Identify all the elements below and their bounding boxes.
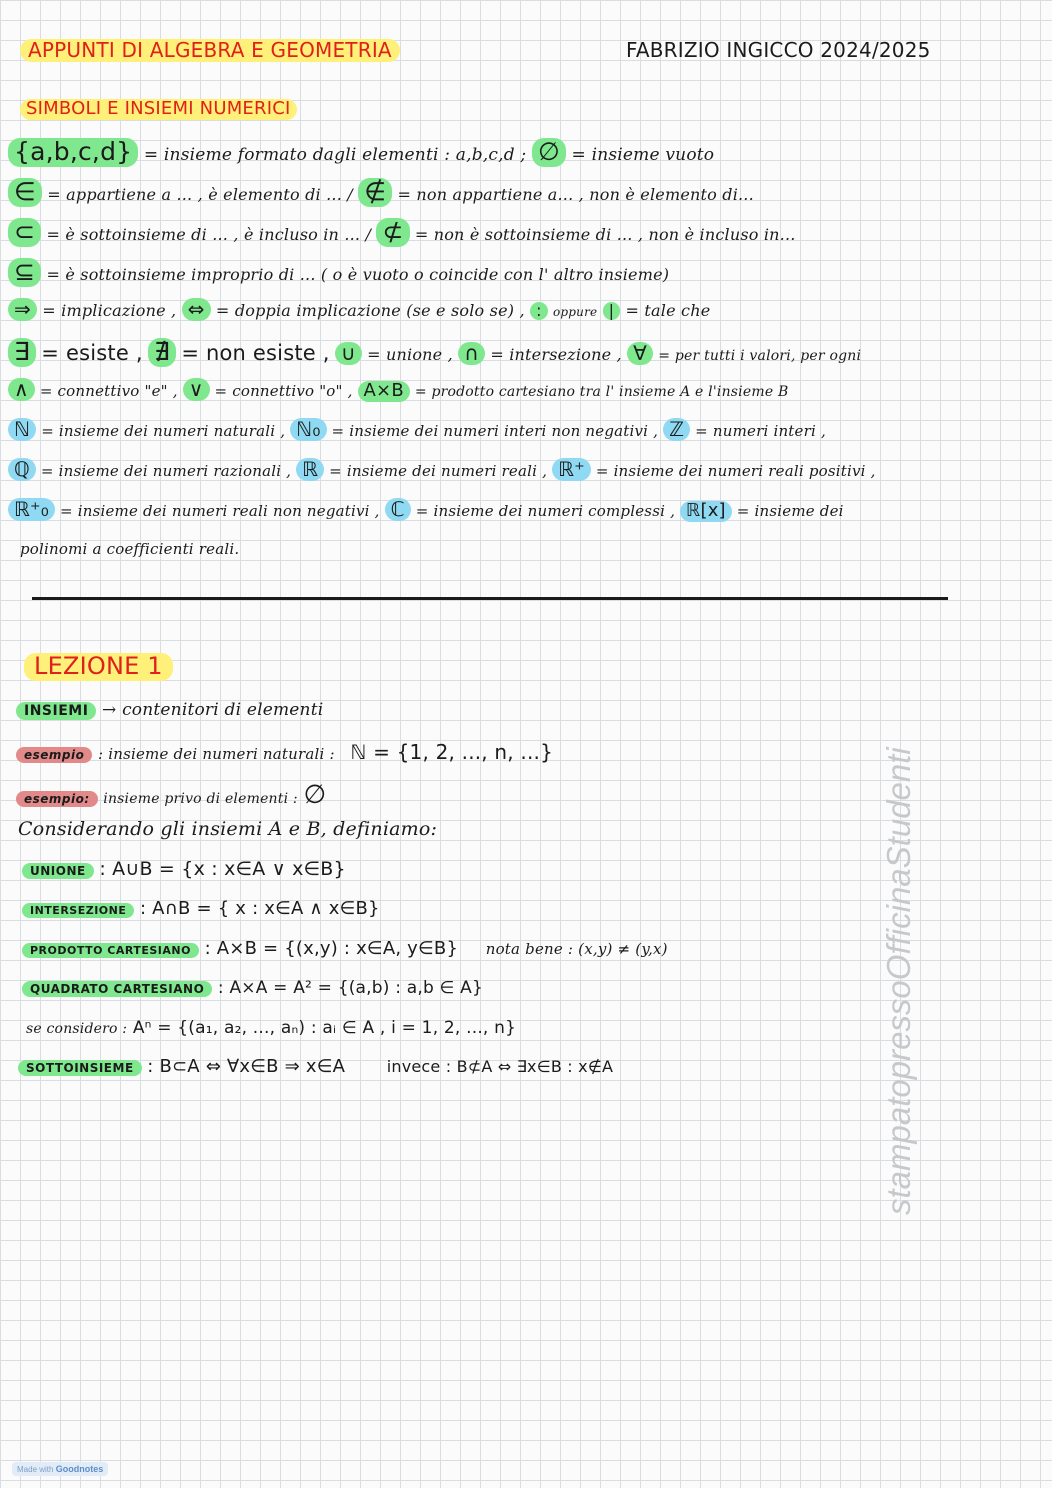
symbol-line-5 (8, 298, 710, 321)
definition-text: = esiste , (41, 341, 143, 365)
subset-equal-symbol: ⊆ (8, 258, 41, 287)
watermark-text: stampatopressoOfficinaStudenti (880, 747, 917, 1215)
example-tag: esempio (16, 747, 92, 763)
symbol-line-8 (8, 418, 826, 441)
definition-text: = insieme dei numeri reali , (329, 462, 548, 480)
definition-text: = connettivo "o" , (214, 382, 353, 400)
rationals-symbol: ℚ (8, 458, 36, 481)
symbol-line-7 (8, 378, 788, 402)
definition-text: = insieme dei numeri naturali , (41, 422, 286, 440)
definition-text: = unione , (367, 345, 453, 364)
intersezione-tag: INTERSEZIONE (22, 903, 134, 918)
definition-text: se considero : (26, 1021, 128, 1037)
considero-line (26, 1018, 516, 1038)
subset-symbol: ⊂ (8, 218, 41, 247)
badge-prefix: Made with (17, 1465, 54, 1474)
and-symbol: ∧ (8, 378, 35, 401)
symbol-line-9 (8, 458, 876, 481)
definition-text: → contenitori di elementi (102, 700, 324, 720)
lesson-title-line (24, 652, 173, 681)
symbol-line-6 (8, 338, 861, 367)
intersezione-line (22, 898, 380, 919)
definition-text: = insieme formato dagli elementi : a,b,c,d ; (143, 145, 527, 165)
definition-text: oppure (552, 305, 598, 319)
document-title: APPUNTI DI ALGEBRA E GEOMETRIA (20, 39, 400, 62)
definition-text: = numeri interi , (695, 422, 826, 440)
sottoinsieme-note: invece : B⊄A ⇔ ∃x∈B : x∉A (386, 1057, 614, 1076)
element-of-symbol: ∈ (8, 178, 42, 207)
insiemi-tag: INSIEMI (16, 702, 96, 720)
nonnegative-integers-symbol: ℕ₀ (290, 418, 326, 441)
section-title-line (20, 98, 297, 120)
example-2-line (16, 780, 326, 810)
definition-text: : insieme dei numeri naturali : (97, 745, 335, 763)
section-divider (32, 597, 948, 600)
naturals-formula: ℕ = {1, 2, ..., n, ...} (350, 740, 554, 764)
quadrato-tag: QUADRATO CARTESIANO (22, 981, 212, 997)
polynomials-symbol: ℝ[x] (680, 501, 732, 522)
definition-text: = per tutti i valori, per ogni (658, 348, 862, 364)
definition-text: = insieme dei numeri complessi , (415, 502, 676, 520)
reals-symbol: ℝ (296, 458, 324, 481)
definition-text: = insieme vuoto (571, 145, 715, 165)
not-subset-symbol: ⊄ (376, 218, 409, 247)
lesson-title: LEZIONE 1 (24, 653, 173, 681)
iff-symbol: ⇔ (182, 298, 211, 321)
section-title: SIMBOLI E INSIEMI NUMERICI (20, 99, 297, 120)
cartesian-product-symbol: A×B (358, 381, 410, 402)
intro-text: Considerando gli insiemi A e B, definiamo: (18, 818, 438, 840)
exists-symbol: ∃ (8, 338, 36, 367)
complex-symbol: ℂ (385, 498, 411, 521)
unione-line (22, 858, 346, 880)
definition-text: = è sottoinsieme di ... , è incluso in ... / (46, 225, 372, 244)
sottoinsieme-tag: SOTTOINSIEME (18, 1060, 142, 1076)
not-exists-symbol: ∄ (148, 338, 176, 367)
goodnotes-badge (12, 1462, 108, 1476)
colon-symbol: : (530, 302, 548, 320)
document-title-line (20, 38, 400, 62)
prodotto-formula: : A×B = {(x,y) : x∈A, y∈B} (204, 938, 459, 959)
considero-formula: Aⁿ = {(a₁, a₂, ..., aₙ) : aᵢ ∈ A , i = 1, 2, ..., n} (132, 1018, 517, 1038)
implies-symbol: ⇒ (8, 298, 37, 321)
intersection-symbol: ∩ (458, 342, 485, 365)
definition-text: = tale che (625, 301, 711, 320)
definition-text: = insieme dei (736, 502, 844, 520)
symbol-line-1 (8, 138, 714, 167)
quadrato-line (22, 978, 483, 998)
definition-text: = appartiene a ... , è elemento di ... / (47, 185, 353, 204)
sottoinsieme-formula: : B⊂A ⇔ ∀x∈B ⇒ x∈A (147, 1056, 346, 1077)
nonnegative-reals-symbol: ℝ⁺₀ (8, 498, 55, 521)
prodotto-tag: PRODOTTO CARTESIANO (22, 943, 199, 958)
definition-text: = insieme dei numeri reali non negativi , (59, 502, 380, 520)
symbol-line-2 (8, 178, 754, 207)
quadrato-formula: : A×A = A² = {(a,b) : a,b ∈ A} (217, 978, 484, 998)
definition-text: = non esiste , (181, 341, 330, 365)
symbol-line-10 (8, 498, 844, 522)
empty-set-formula: ∅ (303, 780, 327, 810)
definition-text: = non è sottoinsieme di ... , non è incluso in... (414, 225, 796, 244)
badge-brand: Goodnotes (55, 1464, 104, 1474)
author-year: FABRIZIO INGICCO 2024/2025 (626, 38, 931, 62)
intersezione-formula: : A∩B = { x : x∈A ∧ x∈B} (139, 898, 380, 919)
integers-symbol: ℤ (663, 418, 690, 441)
definition-text: = doppia implicazione (se e solo se) , (215, 301, 525, 320)
example-tag: esempio: (16, 791, 98, 807)
definition-text: = insieme dei numeri reali positivi , (595, 462, 876, 480)
unione-formula: : A∪B = {x : x∈A ∨ x∈B} (99, 858, 346, 880)
prodotto-note: nota bene : (x,y) ≠ (y,x) (485, 940, 668, 958)
symbol-line-4 (8, 258, 669, 287)
pipe-symbol: | (603, 302, 621, 320)
not-element-of-symbol: ∉ (358, 178, 392, 207)
empty-set-symbol: ∅ (532, 138, 566, 167)
sottoinsieme-line (18, 1056, 613, 1077)
definition-text: = non appartiene a... , non è elemento di... (397, 185, 754, 204)
prodotto-line (22, 938, 668, 959)
definition-text: insieme privo di elementi : (103, 791, 298, 807)
definition-text: = connettivo "e" , (39, 382, 178, 400)
for-all-symbol: ∀ (627, 342, 653, 365)
symbol-line-11: polinomi a coefficienti reali. (20, 540, 240, 558)
definition-text: = implicazione , (42, 301, 177, 320)
set-braces-symbol: {a,b,c,d} (8, 138, 138, 167)
definition-text: = insieme dei numeri interi non negativi , (331, 422, 659, 440)
naturals-symbol: ℕ (8, 418, 36, 441)
definition-text: = intersezione , (490, 345, 622, 364)
symbol-line-3 (8, 218, 796, 247)
example-1-line (16, 740, 553, 764)
unione-tag: UNIONE (22, 863, 94, 879)
positive-reals-symbol: ℝ⁺ (552, 458, 591, 481)
union-symbol: ∪ (335, 342, 362, 365)
or-symbol: ∨ (183, 378, 210, 401)
definition-text: = prodotto cartesiano tra l' insieme A e l'insieme B (414, 384, 789, 400)
insiemi-line (16, 700, 323, 720)
definition-text: = è sottoinsieme improprio di ... ( o è vuoto o coincide con l' altro insieme) (46, 265, 670, 284)
definition-text: = insieme dei numeri razionali , (40, 462, 292, 480)
